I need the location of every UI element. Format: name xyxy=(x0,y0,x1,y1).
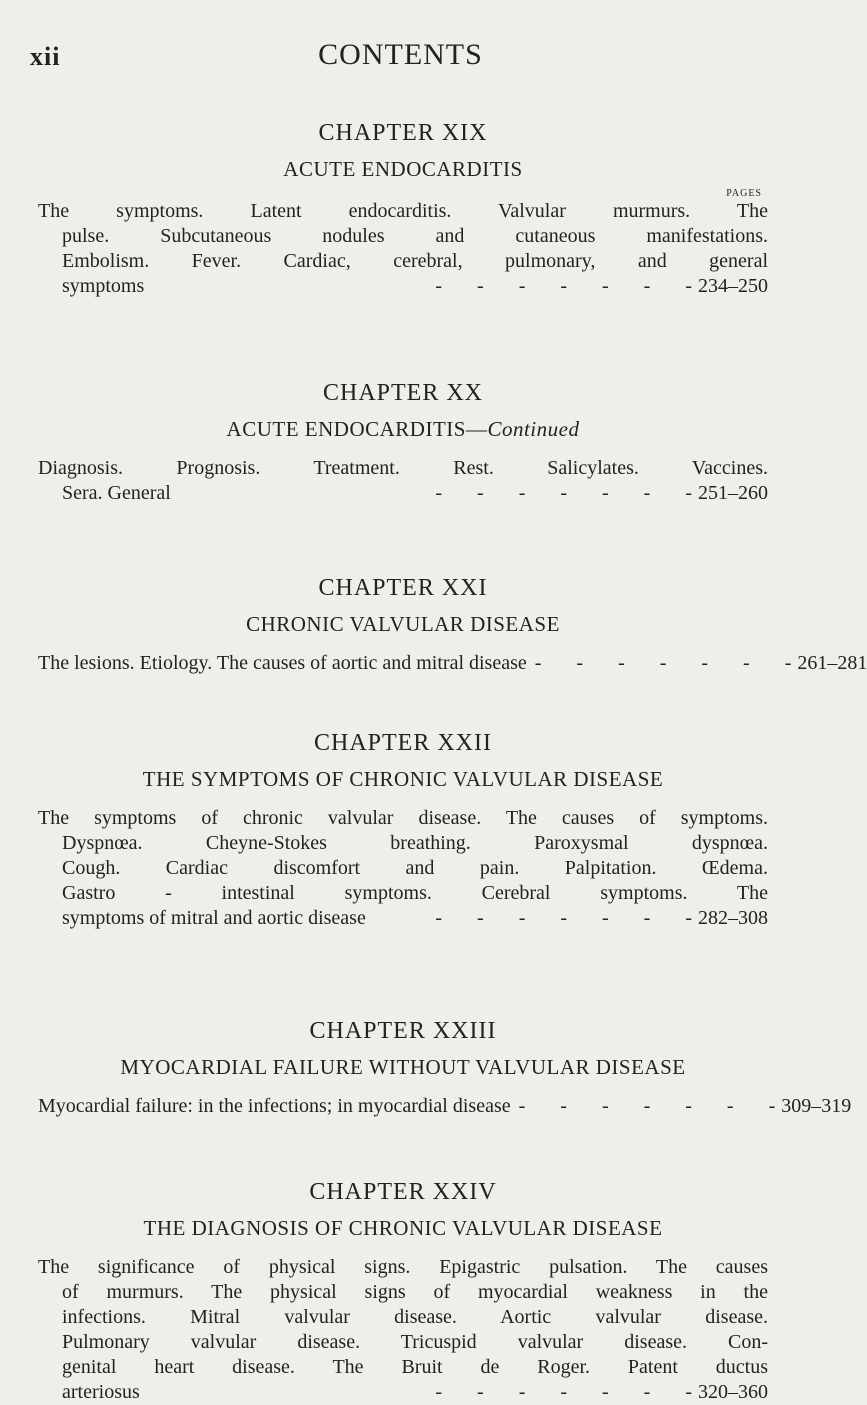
chapter-summary xyxy=(38,1094,852,1119)
chapter-title-suffix: Continued xyxy=(487,417,580,441)
chapter-number: CHAPTER XXII xyxy=(314,730,492,756)
chapter-title-text: THE DIAGNOSIS OF CHRONIC VALVULAR DISEASE xyxy=(143,1216,663,1240)
chapter-entry xyxy=(38,118,768,299)
chapter-entry xyxy=(38,378,768,506)
chapter-summary xyxy=(38,456,768,506)
summary-last-line xyxy=(38,906,768,931)
chapter-entry xyxy=(38,728,768,931)
summary-line: symptoms xyxy=(62,275,145,297)
summary-line: Dyspnœa. Cheyne-Stokes breathing. Paroxysmal dyspnœa. xyxy=(62,832,768,854)
summary-line: infections. Mitral valvular disease. Aortic valvular disease. xyxy=(62,1306,768,1328)
chapter-number: CHAPTER XXI xyxy=(318,575,488,601)
summary-last-line xyxy=(38,1380,768,1405)
page-number: xii xyxy=(30,42,61,71)
chapter-title xyxy=(38,1052,768,1082)
page-range: 261–281 xyxy=(797,652,867,674)
chapter-title xyxy=(38,1213,768,1243)
summary-line: The symptoms of chronic valvular disease. The causes of symptoms. xyxy=(38,807,768,829)
summary-last-line xyxy=(38,481,768,506)
chapter-entry xyxy=(38,1177,768,1405)
chapter-summary xyxy=(38,199,768,299)
chapter-title-text: ACUTE ENDOCARDITIS xyxy=(283,157,523,181)
chapter-summary xyxy=(38,651,867,676)
dot-leader: - - - - - - - xyxy=(435,1381,692,1403)
summary-line: Cough. Cardiac discomfort and pain. Palpitation. Œdema. xyxy=(62,857,768,879)
chapter-title xyxy=(38,764,768,794)
chapter-number: CHAPTER XIX xyxy=(318,120,488,146)
dot-leader: - - - - - - - xyxy=(435,482,692,504)
chapter-title-text: THE SYMPTOMS OF CHRONIC VALVULAR DISEASE xyxy=(142,767,664,791)
summary-line: arteriosus xyxy=(62,1381,140,1403)
dot-leader: - - - - - - - xyxy=(435,907,692,929)
chapter-number: CHAPTER XX xyxy=(322,380,483,406)
chapter-summary xyxy=(38,806,768,931)
chapter-number: CHAPTER XXIV xyxy=(309,1179,497,1205)
chapter-title xyxy=(38,609,768,639)
page-range: 320–360 xyxy=(698,1381,768,1403)
summary-line: of murmurs. The physical signs of myocardial weakness in the xyxy=(62,1281,768,1303)
summary-line: Sera. General xyxy=(62,482,171,504)
chapter-title xyxy=(38,154,768,184)
dot-leader: - - - - - - - xyxy=(534,652,792,674)
chapter-entry xyxy=(38,573,867,676)
chapter-entry xyxy=(38,1016,852,1119)
summary-line: The significance of physical signs. Epigastric pulsation. The causes xyxy=(38,1256,768,1278)
summary-last-line xyxy=(38,274,768,299)
summary-last-line xyxy=(38,1094,852,1119)
pages-column-label: PAGES xyxy=(726,188,762,199)
summary-line: Diagnosis. Prognosis. Treatment. Rest. Salicylates. Vaccines. xyxy=(38,457,768,479)
summary-line: Pulmonary valvular disease. Tricuspid valvular disease. Con- xyxy=(62,1331,768,1353)
chapter-title-text: MYOCARDIAL FAILURE WITHOUT VALVULAR DISEASE xyxy=(120,1055,686,1079)
page-range: 251–260 xyxy=(698,482,768,504)
summary-line: The lesions. Etiology. The causes of aortic and mitral disease xyxy=(38,652,527,674)
summary-line: symptoms of mitral and aortic disease xyxy=(62,907,366,929)
chapter-title xyxy=(38,414,768,444)
summary-line: The symptoms. Latent endocarditis. Valvular murmurs. The xyxy=(38,200,768,222)
running-head: CONTENTS xyxy=(318,38,483,71)
dot-leader: - - - - - - - xyxy=(518,1095,776,1117)
summary-line: Gastro - intestinal symptoms. Cerebral symptoms. The xyxy=(62,882,768,904)
chapter-number: CHAPTER XXIII xyxy=(309,1018,497,1044)
chapter-title-text: CHRONIC VALVULAR DISEASE xyxy=(246,612,560,636)
summary-line: pulse. Subcutaneous nodules and cutaneous manifestations. xyxy=(62,225,768,247)
summary-last-line xyxy=(38,651,867,676)
page-range: 309–319 xyxy=(781,1095,852,1117)
page-range: 234–250 xyxy=(698,275,768,297)
chapter-summary xyxy=(38,1255,768,1405)
chapter-title-text: ACUTE ENDOCARDITIS— xyxy=(226,417,488,441)
summary-line: genital heart disease. The Bruit de Roger. Patent ductus xyxy=(62,1356,768,1378)
page-range: 282–308 xyxy=(698,907,768,929)
dot-leader: - - - - - - - xyxy=(435,275,692,297)
summary-line: Myocardial failure: in the infections; in myocardial disease xyxy=(38,1095,511,1117)
summary-line: Embolism. Fever. Cardiac, cerebral, pulmonary, and general xyxy=(62,250,768,272)
